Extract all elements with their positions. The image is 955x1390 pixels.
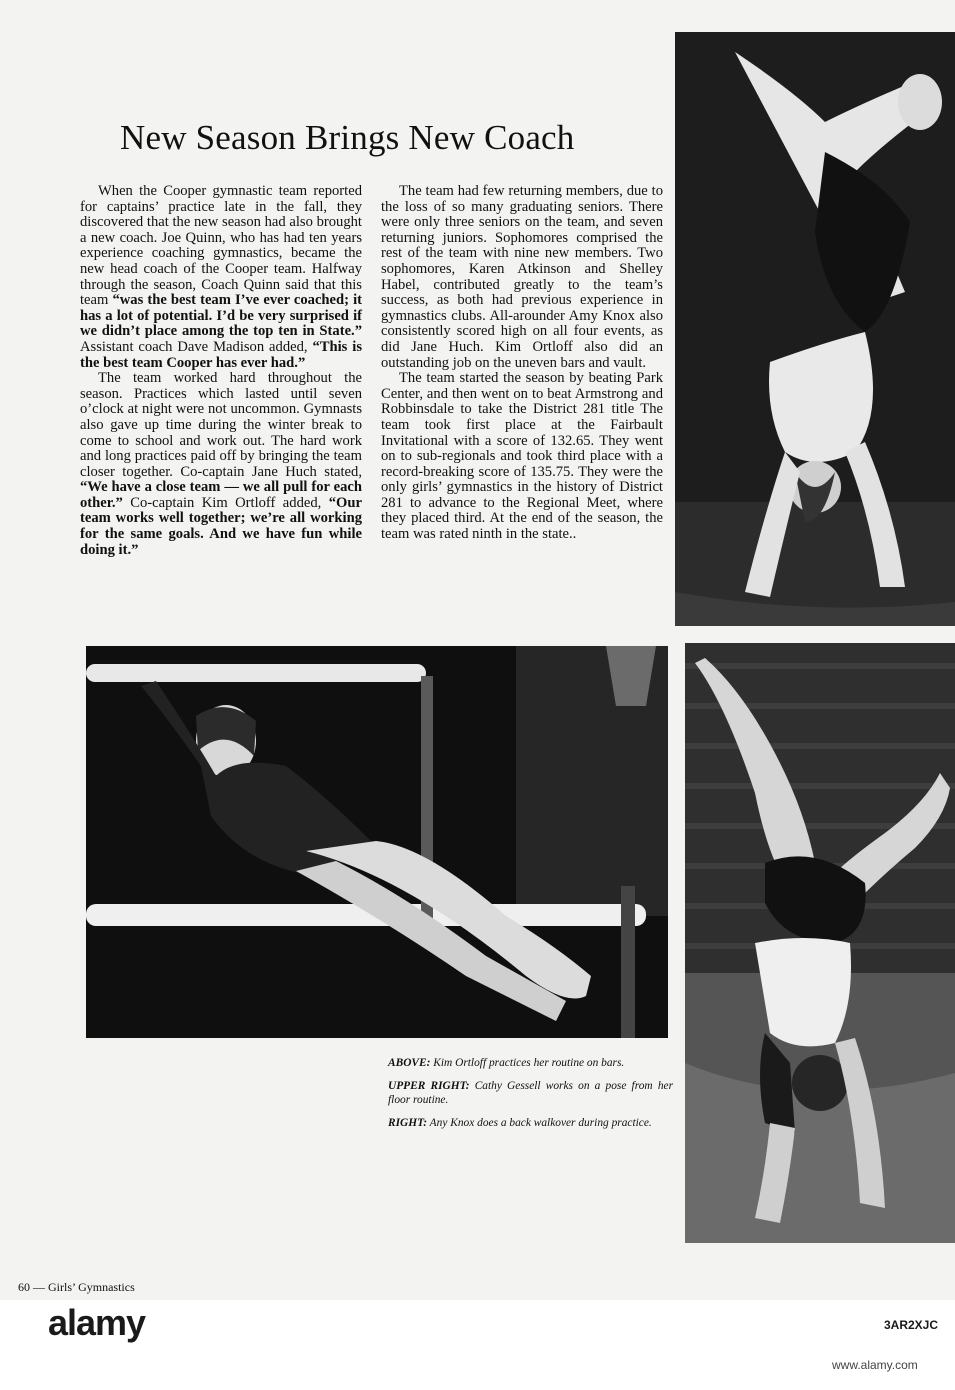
- caption-text: Any Knox does a back walkover during practice.: [427, 1117, 652, 1129]
- caption: [388, 1079, 673, 1107]
- caption-text: Cathy Gessell works on a pose from her floor routine.: [388, 1080, 673, 1106]
- photo-floor-routine-pose: [675, 32, 955, 626]
- article-paragraph: The team started the season by beating Park Center, and then went on to beat Armstrong and Robbinsdale to take the District 281 title The team took first place at the Fairbault Invitational with a score of 132.65. They went on to sub-regionals and took third place with a record-breaking score of 135.75. They were the only girls’ gymnastics in the history of District 281 to advance to the Regional Meet, where they placed third. At the end of the season, the team was rated ninth in the state..: [381, 370, 663, 543]
- quote-text: “This is the best team Cooper has ever had.”: [80, 338, 363, 371]
- article-paragraph: [80, 371, 362, 558]
- photo-captions: [388, 1056, 673, 1139]
- body-text: The team worked hard throughout the season. Practices which lasted until seven o’clock at night were not uncommon. Gymnasts also gave up time during the winter break to come to school and work out. The hard work and long practices paid off by bringing the team closer together. Co-captain Jane Huch stated,: [80, 370, 362, 480]
- caption-label: RIGHT:: [388, 1117, 428, 1129]
- body-text: Assistant coach Dave Madison added,: [80, 338, 308, 355]
- watermark-url: www.alamy.com: [832, 1358, 918, 1372]
- photo-back-walkover: [685, 643, 955, 1243]
- photo-uneven-bars: [86, 646, 668, 1038]
- quote-text: “Our team works well together; we’re all working for the same goals. And we have fun while doing it.”: [80, 494, 362, 558]
- body-text: When the Cooper gymnastic team reported for captains’ practice late in the fall, they discovered that the new season had also brought a new coach. Joe Quinn, who has had ten years experience coaching gymnastics, became the new head coach of the Cooper team. Halfway through the season, Coach Quinn said that this team: [80, 183, 362, 309]
- article-column-1: [80, 184, 362, 558]
- caption-text: Kim Ortloff practices her routine on bars.: [430, 1057, 625, 1069]
- caption-label: UPPER RIGHT:: [388, 1080, 470, 1092]
- article-paragraph: [80, 184, 362, 371]
- alamy-logo: alamy: [48, 1302, 146, 1343]
- page-folio: 60 — Girls’ Gymnastics: [18, 1280, 135, 1294]
- article-paragraph: The team had few returning members, due to the loss of so many graduating seniors. There were only three seniors on the team, and seven returning juniors. Sophomores comprised the rest of the team with nine new members. Two sophomores, Karen Atkinson and Shelley Habel, contributed greatly to the team’s success, as both had previous experience in gymnastics clubs. All-arounder Amy Knox also consistently scored high on all four events, as did Jane Huch. Kim Ortloff also did an outstanding job on the uneven bars and vault.: [381, 183, 663, 371]
- image-id: 3AR2XJC: [884, 1318, 939, 1332]
- page-title: New Season Brings New Coach: [120, 118, 575, 157]
- quote-text: “We have a close team — we all pull for each other.”: [80, 479, 362, 511]
- article-column-2: [381, 184, 663, 543]
- caption: [388, 1116, 673, 1130]
- quote-text: “was the best team I’ve ever coached; it has a lot of potential. I’d be very surprised if we didn’t place among the top ten in State.”: [80, 292, 362, 340]
- caption: [388, 1056, 673, 1070]
- body-text: Co-captain Kim Ortloff added,: [130, 494, 322, 511]
- caption-label: ABOVE:: [388, 1057, 431, 1069]
